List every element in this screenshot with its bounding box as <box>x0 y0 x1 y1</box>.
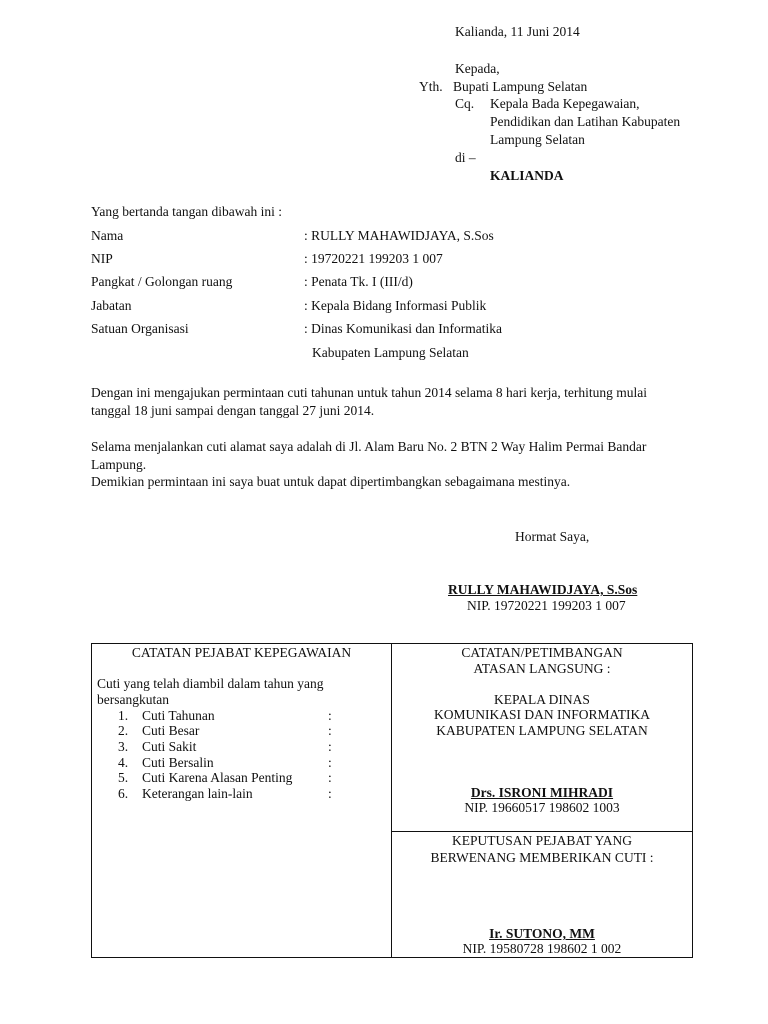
leave-name-2: Cuti Besar <box>142 723 200 738</box>
para3: Demikian permintaan ini saya buat untuk dapat dipertimbangkan sebagaimana mestinya. <box>91 474 571 489</box>
recipient-name: Bupati Lampung Selatan <box>453 79 588 94</box>
leave-no-5: 5. <box>118 770 129 785</box>
leave-colon-5: : <box>328 770 332 785</box>
right-top-title-1: CATATAN/PETIMBANGAN <box>461 645 623 660</box>
right-top-org-1: KEPALA DINAS <box>494 692 590 707</box>
field-value-nama: : RULLY MAHAWIDJAYA, S.Sos <box>304 228 494 243</box>
field-value-pangkat: : Penata Tk. I (III/d) <box>304 274 413 289</box>
leave-name-1: Cuti Tahunan <box>142 708 215 723</box>
field-label-satuan: Satuan Organisasi <box>91 321 189 336</box>
field-label-nama: Nama <box>91 228 124 243</box>
leave-name-4: Cuti Bersalin <box>142 755 214 770</box>
place-date: Kalianda, 11 Juni 2014 <box>455 24 580 39</box>
right-bottom-title-2: BERWENANG MEMBERIKAN CUTI : <box>430 850 654 865</box>
para1-line2: tanggal 18 juni sampai dengan tanggal 27 juni 2014. <box>91 403 375 418</box>
signer-nip: NIP. 19720221 199203 1 007 <box>467 598 626 613</box>
leave-name-5: Cuti Karena Alasan Penting <box>142 770 293 785</box>
leave-colon-3: : <box>328 739 332 754</box>
di-label: di – <box>455 150 476 165</box>
left-cell-title: CATATAN PEJABAT KEPEGAWAIAN <box>131 645 352 660</box>
yth-label: Yth. <box>419 79 443 94</box>
field-value-nip: : 19720221 199203 1 007 <box>304 251 443 266</box>
right-top-title-2: ATASAN LANGSUNG : <box>473 661 611 676</box>
leave-no-1: 1. <box>118 708 129 723</box>
cq-line-2: Pendidikan dan Latihan Kabupaten <box>490 114 681 129</box>
left-intro-line1: Cuti yang telah diambil dalam tahun yang <box>97 676 324 691</box>
leave-name-6: Keterangan lain-lain <box>142 786 253 801</box>
right-bottom-title-1: KEPUTUSAN PEJABAT YANG <box>451 833 633 848</box>
field-value-satuan-line2: Kabupaten Lampung Selatan <box>312 345 469 360</box>
para2-line1: Selama menjalankan cuti alamat saya adalah di Jl. Alam Baru No. 2 BTN 2 Way Halim Permai Bandar <box>91 439 647 454</box>
right-bottom-signer-nip: NIP. 19580728 198602 1 002 <box>462 941 622 956</box>
leave-colon-6: : <box>328 786 332 801</box>
field-label-pangkat: Pangkat / Golongan ruang <box>91 274 233 289</box>
right-top-org-3: KABUPATEN LAMPUNG SELATAN <box>436 723 648 738</box>
right-bottom-signer-name: Ir. SUTONO, MM <box>489 926 595 941</box>
leave-name-3: Cuti Sakit <box>142 739 197 754</box>
leave-no-3: 3. <box>118 739 129 754</box>
field-value-jabatan: : Kepala Bidang Informasi Publik <box>304 298 487 313</box>
signer-name: RULLY MAHAWIDJAYA, S.Sos <box>448 582 638 597</box>
field-label-nip: NIP <box>91 251 113 266</box>
field-label-jabatan: Jabatan <box>91 298 132 313</box>
cq-label: Cq. <box>455 96 475 111</box>
leave-no-6: 6. <box>118 786 129 801</box>
right-top-signer-nip: NIP. 19660517 198602 1003 <box>464 800 620 815</box>
closing: Hormat Saya, <box>515 529 590 544</box>
city-name: KALIANDA <box>490 168 564 183</box>
leave-colon-2: : <box>328 723 332 738</box>
field-value-satuan: : Dinas Komunikasi dan Informatika <box>304 321 502 336</box>
cq-line-1: Kepala Bada Kepegawaian, <box>490 96 640 111</box>
para2-line2: Lampung. <box>91 457 147 472</box>
cq-line-3: Lampung Selatan <box>490 132 585 147</box>
leave-no-2: 2. <box>118 723 129 738</box>
leave-no-4: 4. <box>118 755 129 770</box>
leave-colon-4: : <box>328 755 332 770</box>
left-intro-line2: bersangkutan <box>97 692 169 707</box>
kepada-label: Kepada, <box>455 61 500 76</box>
right-top-org-2: KOMUNIKASI DAN INFORMATIKA <box>434 707 650 722</box>
intro-text: Yang bertanda tangan dibawah ini : <box>91 204 282 219</box>
right-top-signer-name: Drs. ISRONI MIHRADI <box>470 785 614 800</box>
para1-line1: Dengan ini mengajukan permintaan cuti tahunan untuk tahun 2014 selama 8 hari kerja, terhitung mulai <box>91 385 647 400</box>
leave-colon-1: : <box>328 708 332 723</box>
